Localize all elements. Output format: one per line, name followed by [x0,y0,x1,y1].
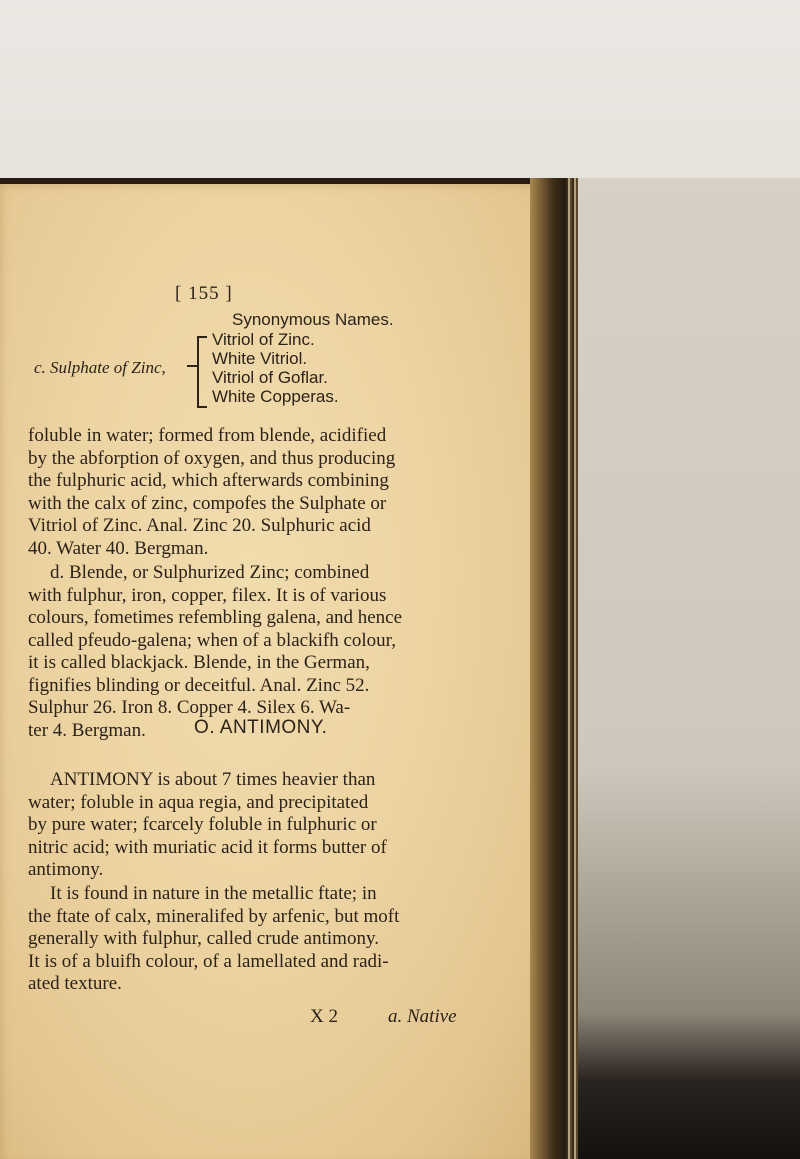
text-line: d. Blende, or Sulphurized Zinc; combined [50,562,370,583]
text-line: the ftate of calx, mineralifed by arfenic, but moft [28,905,400,927]
text-line: antimony. [28,859,104,880]
synonym-list [212,330,339,406]
text-line: ter 4. Bergman. [28,719,146,741]
synonyms-heading: Synonymous Names. [232,310,394,329]
text-line: by the abforption of oxygen, and thus producing [28,447,396,469]
text-line: fignifies blinding or deceitful. Anal. Zinc 52. [28,674,370,696]
book-gutter [530,178,570,1159]
text-line: colours, fometimes refembling galena, and hence [28,607,403,628]
text-line: ANTIMONY is about 7 times heavier than [50,769,376,790]
signature-mark: X 2 [310,1006,338,1027]
paragraph-antimony-2 [28,883,530,996]
text-line: foluble in water; formed from blende, acidified [28,425,387,446]
text-line: Vitriol of Zinc. Anal. Zinc 20. Sulphuric acid [28,515,371,536]
synonym-item: White Copperas. [212,387,339,406]
text-line: with the calx of zinc, compofes the Sulphate or [28,492,387,514]
synonym-item: White Vitriol. [212,349,308,368]
synonym-label: c. Sulphate of Zinc, [34,358,166,377]
background-surface [0,0,800,178]
page-number: [ 155 ] [175,283,233,304]
text-line: generally with fulphur, called crude antimony. [28,928,379,949]
text-line: it is called blackjack. Blende, in the German, [28,652,370,673]
text-line: It is of a bluifh colour, of a lamellated and radi- [28,950,389,972]
book-edge [566,178,800,1159]
section-heading: O. ANTIMONY. [194,717,328,738]
paragraph-sulphate [28,425,508,560]
brace [197,336,211,408]
text-line: by pure water; fcarcely foluble in fulphuric or [28,814,377,835]
text-line: ated texture. [28,973,122,994]
paragraph-antimony-1 [28,769,530,882]
synonym-item: Vitriol of Goflar. [212,368,328,387]
paragraph-blende [28,562,530,742]
synonym-item: Vitriol of Zinc. [212,330,315,349]
text-line: with fulphur, iron, copper, filex. It is of various [28,584,387,606]
brace-point [187,365,197,367]
text-line: It is found in nature in the metallic ftate; in [50,883,377,904]
text-line: water; foluble in aqua regia, and precipitated [28,791,369,813]
text-line: 40. Water 40. Bergman. [28,537,209,559]
text-line: nitric acid; with muriatic acid it forms butter of [28,836,387,858]
text-line: the fulphuric acid, which afterwards combining [28,470,389,491]
text-line: Sulphur 26. Iron 8. Copper 4. Silex 6. Wa- [28,697,351,718]
text-line: called pfeudo-galena; when of a blackifh colour, [28,629,396,651]
catchword: a. Native [388,1006,457,1027]
